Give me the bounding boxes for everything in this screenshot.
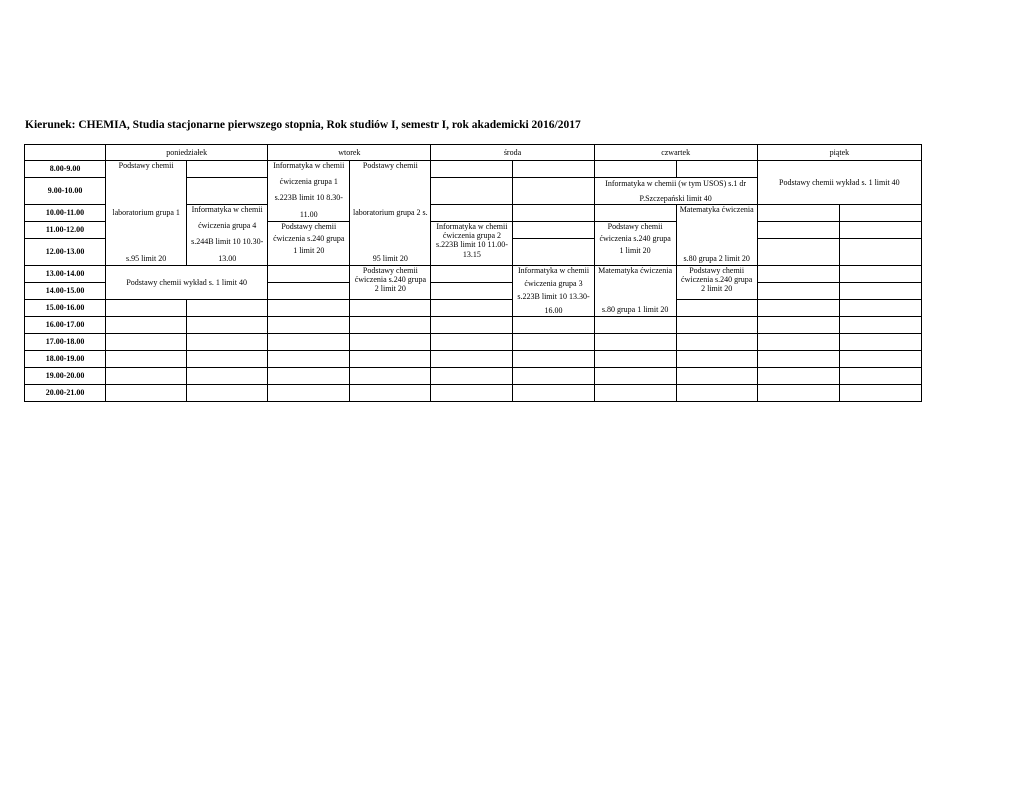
class-title: Podstawy chemii wykład s. 1 limit 40 bbox=[126, 277, 247, 287]
class-title: Matematyka ćwiczenia bbox=[679, 205, 754, 214]
class-detail: 11.00 bbox=[299, 209, 318, 219]
class-title: Informatyka w chemii (w tym USOS) s.1 dr bbox=[605, 179, 747, 189]
empty-cell bbox=[431, 161, 513, 178]
empty-cell bbox=[839, 334, 921, 351]
empty-cell bbox=[268, 351, 350, 368]
empty-cell bbox=[350, 368, 431, 385]
empty-cell bbox=[268, 385, 350, 402]
empty-cell bbox=[431, 178, 513, 205]
time-label: 8.00-9.00 bbox=[25, 161, 106, 178]
class-detail: s.80 grupa 1 limit 20 bbox=[601, 304, 669, 314]
class-cell-tue-lab bbox=[350, 161, 431, 266]
day-header-thursday: czwartek bbox=[594, 145, 757, 161]
table-row bbox=[25, 368, 922, 385]
empty-cell bbox=[594, 205, 676, 222]
class-detail: ćwiczenia grupa 3 bbox=[524, 279, 583, 289]
schedule-table bbox=[24, 144, 922, 402]
table-row bbox=[25, 385, 922, 402]
time-label: 13.00-14.00 bbox=[25, 266, 106, 283]
empty-cell bbox=[757, 266, 839, 283]
empty-cell bbox=[839, 239, 921, 266]
class-detail: 13.00 bbox=[218, 253, 237, 263]
class-detail: s.223B limit 10 8.30- bbox=[274, 193, 343, 203]
empty-cell bbox=[106, 334, 187, 351]
empty-cell bbox=[839, 317, 921, 334]
class-cell-thu-ex2 bbox=[676, 266, 757, 300]
empty-cell bbox=[187, 300, 268, 317]
empty-cell bbox=[676, 351, 757, 368]
class-detail: 13.15 bbox=[462, 249, 481, 259]
empty-cell bbox=[757, 385, 839, 402]
empty-cell bbox=[513, 222, 594, 239]
empty-cell bbox=[187, 385, 268, 402]
empty-cell bbox=[513, 205, 594, 222]
class-cell-thu-usos bbox=[594, 178, 757, 205]
class-title: Podstawy chemii bbox=[118, 161, 174, 170]
empty-cell bbox=[350, 351, 431, 368]
empty-cell bbox=[268, 283, 350, 300]
class-cell-mon-lab bbox=[106, 161, 187, 266]
empty-cell bbox=[268, 317, 350, 334]
empty-cell bbox=[676, 334, 757, 351]
corner-cell bbox=[25, 145, 106, 161]
empty-cell bbox=[594, 334, 676, 351]
class-detail: laboratorium grupa 2 s. bbox=[353, 208, 428, 217]
empty-cell bbox=[839, 385, 921, 402]
table-row bbox=[25, 266, 922, 283]
empty-cell bbox=[676, 385, 757, 402]
empty-cell bbox=[676, 317, 757, 334]
empty-cell bbox=[757, 222, 839, 239]
empty-cell bbox=[513, 161, 594, 178]
empty-cell bbox=[839, 266, 921, 283]
empty-cell bbox=[513, 385, 594, 402]
empty-cell bbox=[757, 205, 839, 222]
empty-cell bbox=[757, 368, 839, 385]
class-cell-mon-inf bbox=[187, 205, 268, 266]
time-label: 15.00-16.00 bbox=[25, 300, 106, 317]
empty-cell bbox=[513, 317, 594, 334]
class-detail: ćwiczenia grupa 1 bbox=[279, 177, 338, 187]
class-cell-thu-ex1 bbox=[594, 222, 676, 266]
time-label: 17.00-18.00 bbox=[25, 334, 106, 351]
class-cell-tue-ex1 bbox=[268, 222, 350, 266]
empty-cell bbox=[594, 385, 676, 402]
empty-cell bbox=[106, 351, 187, 368]
class-cell-tue-inf bbox=[268, 161, 350, 222]
empty-cell bbox=[757, 351, 839, 368]
class-detail: P.Szczepański limit 40 bbox=[639, 193, 712, 203]
empty-cell bbox=[839, 351, 921, 368]
time-label: 10.00-11.00 bbox=[25, 205, 106, 222]
empty-cell bbox=[431, 283, 513, 300]
class-title: Podstawy chemii wykład s. 1 limit 40 bbox=[779, 177, 900, 187]
day-header-friday: piątek bbox=[757, 145, 921, 161]
empty-cell bbox=[106, 317, 187, 334]
time-label: 20.00-21.00 bbox=[25, 385, 106, 402]
empty-cell bbox=[757, 300, 839, 317]
time-label: 14.00-15.00 bbox=[25, 283, 106, 300]
empty-cell bbox=[757, 239, 839, 266]
empty-cell bbox=[594, 161, 676, 178]
class-detail: s.223B limit 10 13.30- bbox=[517, 292, 590, 302]
empty-cell bbox=[839, 283, 921, 300]
empty-cell bbox=[839, 368, 921, 385]
empty-cell bbox=[839, 205, 921, 222]
empty-cell bbox=[839, 300, 921, 317]
empty-cell bbox=[513, 368, 594, 385]
empty-cell bbox=[187, 161, 268, 178]
class-room: 95 limit 20 bbox=[372, 253, 408, 263]
class-detail: 1 limit 20 bbox=[293, 246, 325, 256]
class-detail: s.223B limit 10 11.00- bbox=[435, 240, 508, 250]
empty-cell bbox=[431, 300, 513, 317]
class-detail: ćwiczenia s.240 grupa bbox=[599, 234, 671, 244]
class-title: Informatyka w chemii bbox=[436, 222, 508, 231]
empty-cell bbox=[187, 317, 268, 334]
empty-cell bbox=[513, 178, 594, 205]
empty-cell bbox=[187, 368, 268, 385]
table-row bbox=[25, 317, 922, 334]
empty-cell bbox=[513, 239, 594, 266]
table-row bbox=[25, 351, 922, 368]
empty-cell bbox=[757, 334, 839, 351]
class-detail: ćwiczenia s.240 grupa bbox=[354, 275, 426, 285]
empty-cell bbox=[757, 317, 839, 334]
class-detail: 2 limit 20 bbox=[374, 284, 406, 294]
empty-cell bbox=[513, 334, 594, 351]
class-detail: ćwiczenia s.240 grupa bbox=[681, 275, 753, 285]
empty-cell bbox=[350, 300, 431, 317]
empty-cell bbox=[350, 334, 431, 351]
time-label: 11.00-12.00 bbox=[25, 222, 106, 239]
empty-cell bbox=[268, 300, 350, 317]
time-label: 12.00-13.00 bbox=[25, 239, 106, 266]
class-cell-mon-lecture bbox=[106, 266, 268, 300]
empty-cell bbox=[431, 317, 513, 334]
page-title: Kierunek: CHEMIA, Studia stacjonarne pierwszego stopnia, Rok studiów I, semestr I, rok akademicki 2016/2017 bbox=[25, 119, 581, 131]
empty-cell bbox=[839, 222, 921, 239]
class-cell-thu-mat2 bbox=[676, 205, 757, 266]
empty-cell bbox=[431, 385, 513, 402]
class-cell-fri-lecture bbox=[757, 161, 921, 205]
empty-cell bbox=[106, 300, 187, 317]
class-title: Informatyka w chemii bbox=[191, 205, 263, 214]
class-cell-wed-inf2 bbox=[431, 222, 513, 266]
time-label: 19.00-20.00 bbox=[25, 368, 106, 385]
empty-cell bbox=[594, 368, 676, 385]
day-header-monday: poniedziałek bbox=[106, 145, 268, 161]
time-label: 18.00-19.00 bbox=[25, 351, 106, 368]
empty-cell bbox=[431, 334, 513, 351]
table-row bbox=[25, 300, 922, 317]
empty-cell bbox=[187, 334, 268, 351]
class-title: Podstawy chemii bbox=[281, 222, 337, 231]
class-room: s.95 limit 20 bbox=[126, 253, 167, 263]
empty-cell bbox=[594, 351, 676, 368]
empty-cell bbox=[106, 385, 187, 402]
empty-cell bbox=[187, 178, 268, 205]
class-title: Podstawy chemii bbox=[607, 222, 663, 231]
empty-cell bbox=[350, 317, 431, 334]
time-label: 9.00-10.00 bbox=[25, 178, 106, 205]
empty-cell bbox=[268, 368, 350, 385]
empty-cell bbox=[431, 368, 513, 385]
class-cell-thu-mat1 bbox=[594, 266, 676, 317]
empty-cell bbox=[268, 334, 350, 351]
empty-cell bbox=[676, 161, 757, 178]
class-detail: s.80 grupa 2 limit 20 bbox=[683, 253, 750, 263]
class-title: Matematyka ćwiczenia bbox=[598, 266, 673, 275]
empty-cell bbox=[187, 351, 268, 368]
table-row bbox=[25, 334, 922, 351]
day-header-tuesday: wtorek bbox=[268, 145, 431, 161]
class-title: Informatyka w chemii bbox=[273, 161, 345, 170]
empty-cell bbox=[106, 368, 187, 385]
empty-cell bbox=[431, 205, 513, 222]
time-label: 16.00-17.00 bbox=[25, 317, 106, 334]
class-detail: laboratorium grupa 1 bbox=[112, 208, 180, 217]
empty-cell bbox=[513, 351, 594, 368]
class-detail: ćwiczenia grupa 4 bbox=[198, 221, 257, 231]
class-title: Podstawy chemii bbox=[689, 266, 745, 275]
empty-cell bbox=[676, 300, 757, 317]
class-title: Informatyka w chemii bbox=[517, 266, 590, 275]
empty-cell bbox=[431, 351, 513, 368]
header-row bbox=[25, 145, 922, 161]
empty-cell bbox=[757, 283, 839, 300]
class-detail: ćwiczenia grupa 2 bbox=[442, 231, 502, 241]
class-title: Podstawy chemii bbox=[362, 161, 418, 170]
class-detail: 1 limit 20 bbox=[619, 246, 651, 256]
class-title: Podstawy chemii bbox=[362, 266, 418, 275]
empty-cell bbox=[594, 317, 676, 334]
empty-cell bbox=[431, 266, 513, 283]
empty-cell bbox=[676, 368, 757, 385]
class-cell-tue-ex2 bbox=[350, 266, 431, 300]
day-header-wednesday: środa bbox=[431, 145, 594, 161]
class-detail: 2 limit 20 bbox=[701, 284, 733, 294]
class-detail: 16.00 bbox=[544, 305, 563, 315]
empty-cell bbox=[268, 266, 350, 283]
class-detail: s.244B limit 10 10.30- bbox=[191, 237, 264, 247]
class-cell-wed-inf3 bbox=[513, 266, 594, 317]
empty-cell bbox=[350, 385, 431, 402]
table-row bbox=[25, 161, 922, 178]
class-detail: ćwiczenia s.240 grupa bbox=[273, 234, 345, 244]
